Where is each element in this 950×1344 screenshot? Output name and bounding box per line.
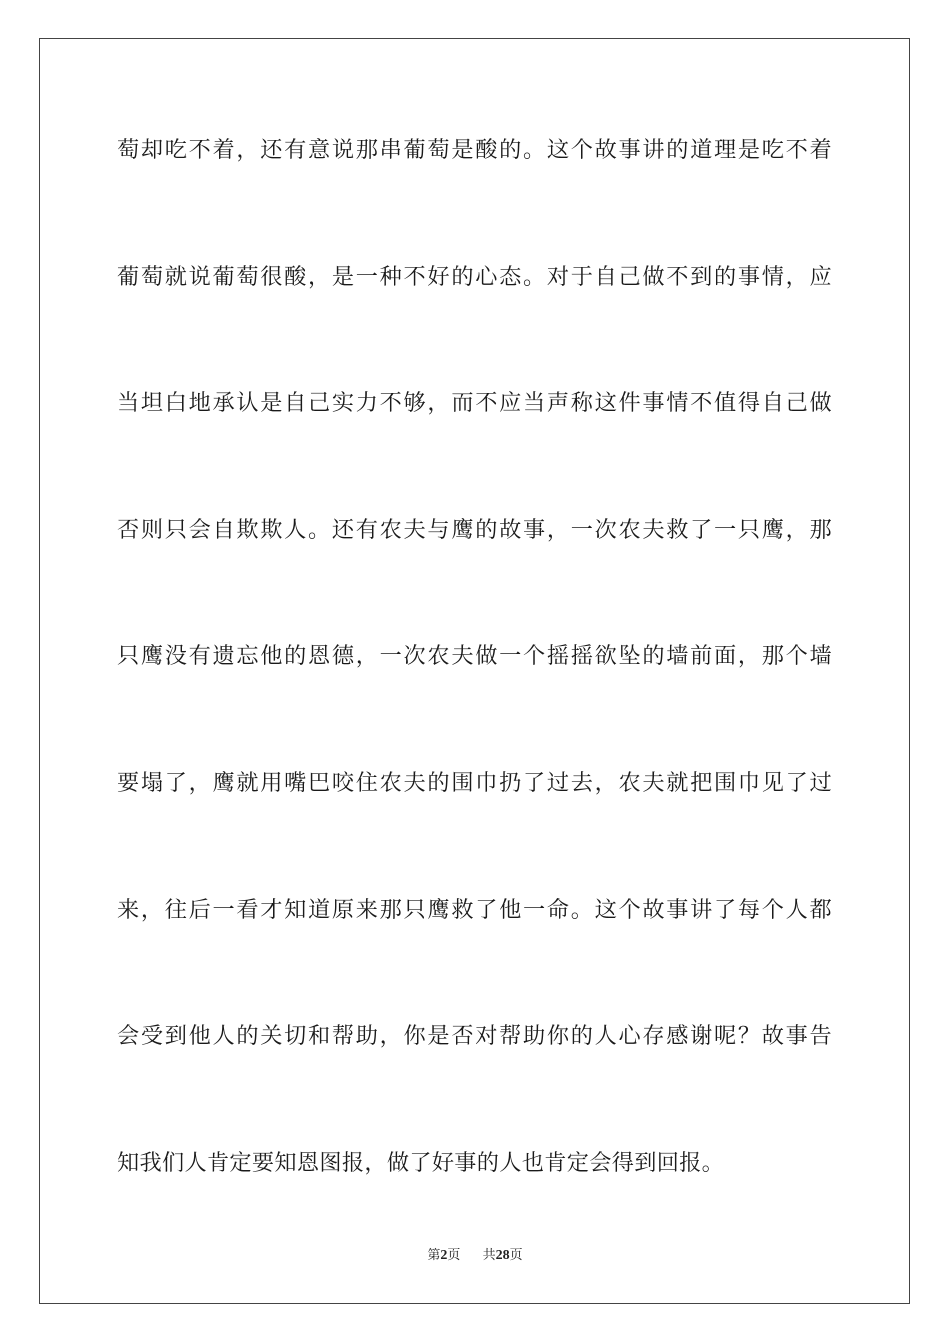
text-line-7: 来，往后一看才知道原来那只鹰救了他一命。这个故事讲了每个人都: [117, 896, 832, 923]
text-line-5: 只鹰没有遗忘他的恩德，一次农夫做一个摇摇欲坠的墙前面，那个墙: [117, 643, 832, 670]
page-number-label: 第2页: [427, 1248, 461, 1263]
current-page-number: 2: [440, 1248, 448, 1263]
text-line-1: 萄却吃不着，还有意说那串葡萄是酸的。这个故事讲的道理是吃不着: [117, 137, 832, 163]
text-line-9: 知我们人肯定要知恩图报，做了好事的人也肯定会得到回报。: [117, 1149, 725, 1176]
text-line-8: 会受到他人的关切和帮助，你是否对帮助你的人心存感谢呢？故事告: [117, 1023, 832, 1050]
page-footer: [0, 1246, 950, 1266]
total-pages-label: 共28页: [482, 1248, 523, 1263]
text-line-4: 否则只会自欺欺人。还有农夫与鹰的故事，一次农夫救了一只鹰，那: [117, 516, 832, 543]
total-page-count: 28: [495, 1248, 510, 1263]
body-text: [117, 128, 832, 1267]
text-line-2: 葡萄就说葡萄很酸，是一种不好的心态。对于自己做不到的事情，应: [117, 263, 832, 290]
text-line-6: 要塌了，鹰就用嘴巴咬住农夫的围巾扔了过去，农夫就把围巾见了过: [117, 769, 832, 796]
text-line-3: 当坦白地承认是自己实力不够，而不应当声称这件事情不值得自己做: [117, 390, 832, 417]
